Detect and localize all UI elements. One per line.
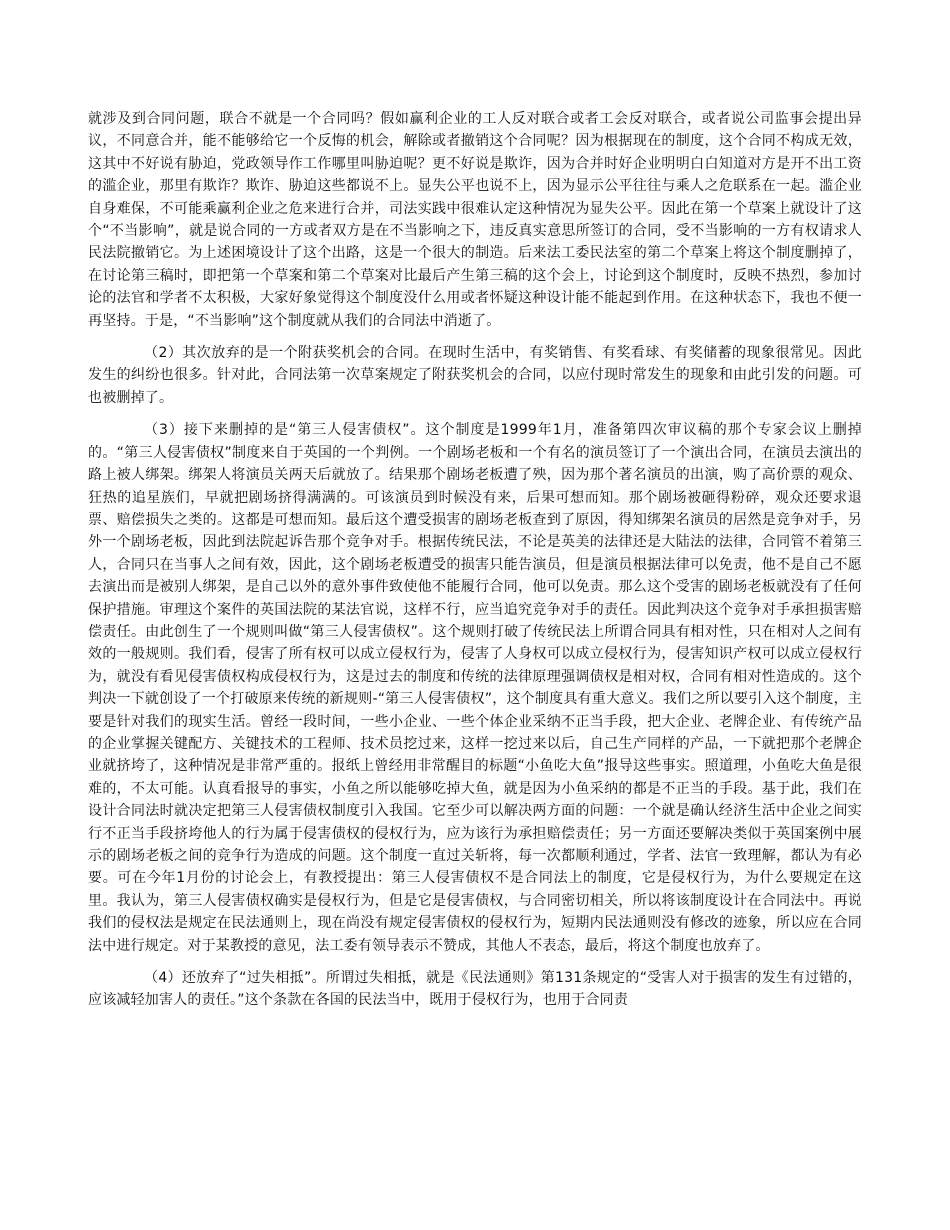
document-page [88,108,862,1022]
paragraph-third-party-infringement: （3）接下来删掉的是“第三人侵害债权”。这个制度是1999年1月，准备第四次审议稿的那个专家会议上删掉的。“第三人侵害债权”制度来自于英国的一个判例。一个剧场老板和一个有名的演员签订了一个演出合同，在演员去演出的路上被人绑架。绑架人将演员关两天后就放了。结果那个剧场老板遭了殃，因为那个著名演员的出演，购了高价票的观众、狂热的追星族们，早就把剧场挤得满满的。可该演员到时候没有来，后果可想而知。那个剧场被砸得粉碎，观众还要求退票、赔偿损失之类的。这都是可想而知。最后这个遭受损害的剧场老板查到了原因，得知绑架名演员的居然是竞争对手，另外一个剧场老板，因此到法院起诉告那个竞争对手。根据传统民法，不论是英美的法律还是大陆法的法律，合同管不着第三人，合同只在当事人之间有效，因此，这个剧场老板遭受的损害只能告演员，但是演员根据法律可以免责，他不是自己不愿去演出而是被别人绑架，是自己以外的意外事件致使他不能履行合同，他可以免责。那么这个受害的剧场老板就没有了任何保护措施。审理这个案件的英国法院的某法官说，这样不行，应当追究竞争对手的责任。因此判决这个竞争对手承担损害赔偿责任。由此创生了一个规则叫做“第三人侵害债权”。这个规则打破了传统民法上所谓合同具有相对性，只在相对人之间有效的一般规则。我们看，侵害了所有权可以成立侵权行为，侵害了人身权可以成立侵权行为，侵害知识产权可以成立侵权行为，就没有看见侵害债权构成侵权行为，这是过去的制度和传统的法律原理强调债权是相对权，合同有相对性造成的。这个判决一下就创设了一个打破原来传统的新规则-“第三人侵害债权”，这个制度具有重大意义。我们之所以要引入这个制度，主要是针对我们的现实生活。曾经一段时间，一些小企业、一些个体企业采纳不正当手段，把大企业、老牌企业、有传统产品的企业掌握关键配方、关键技术的工程师、技术员挖过来，这样一挖过来以后，自己生产同样的产品，一下就把那个老牌企业就挤垮了，这种情况是非常严重的。报纸上曾经用非常醒目的标题“小鱼吃大鱼”报导这些事实。照道理，小鱼吃大鱼是很难的，不太可能。认真看报导的事实，小鱼之所以能够吃掉大鱼，就是因为小鱼采纳的都是不正当的手段。基于此，我们在设计合同法时就决定把第三人侵害债权制度引入我国。它至少可以解决两方面的问题：一个就是确认经济生活中企业之间实行不正当手段挤垮他人的行为属于侵害债权的侵权行为，应为该行为承担赔偿责任；另一方面还要解决类似于英国案例中展示的剧场老板之间的竞争行为造成的问题。这个制度一直过关斩将，每一次都顺利通过，学者、法官一致理解，都认为有必要。可在今年1月份的讨论会上，有教授提出：第三人侵害债权不是合同法上的制度，它是侵权行为，为什么要规定在这里。我认为，第三人侵害债权确实是侵权行为，但是它是侵害债权，与合同密切相关，所以将该制度设计在合同法中。再说我们的侵权法是规定在民法通则上，现在尚没有规定侵害债权的侵权行为，短期内民法通则没有修改的迹象，所以应在合同法中进行规定。对于某教授的意见，法工委有领导表示不赞成，其他人不表态，最后，将这个制度也放弃了。 [88,422,862,954]
paragraph-undue-influence: 就涉及到合同问题，联合不就是一个合同吗？假如赢利企业的工人反对联合或者工会反对联合，或者说公司监事会提出异议，不同意合并，能不能够给它一个反悔的机会，解除或者撤销这个合同呢？因为根据现在的制度，这个合同不构成无效，这其中不好说有胁迫，党政领导作工作哪里叫胁迫呢？更不好说是欺诈，因为合并时好企业明明白白知道对方是开不出工资的滥企业，那里有欺诈？欺诈、胁迫这些都说不上。显失公平也说不上，因为显示公平往往与乘人之危联系在一起。滥企业自身难保，不可能乘赢利企业之危来进行合并，司法实践中很难认定这种情况为显失公平。因此在第一个草案上就设计了这个“不当影响”，就是说合同的一方或者双方是在不当影响之下，违反真实意思所签订的合同，受不当影响的一方有权请求人民法院撤销它。为上述困境设计了这个出路，这是一个很大的制造。后来法工委民法室的第二个草案上将这个制度删掉了，在讨论第三稿时，即把第一个草案和第二个草案对比最后产生第三稿的这个会上，讨论到这个制度时，反映不热烈，参加讨论的法官和学者不太积极，大家好象觉得这个制度没什么用或者怀疑这种设计能不能起到作用。在这种状态下，我也不便一再坚持。于是，“不当影响”这个制度就从我们的合同法中消逝了。 [88,111,862,329]
paragraph-prize-contract: （2）其次放弃的是一个附获奖机会的合同。在现时生活中，有奖销售、有奖看球、有奖储蓄的现象很常见。因此发生的纠纷也很多。针对此，合同法第一次草案规定了附获奖机会的合同，以应付现时常发生的现象和由此引发的问题。可也被删掉了。 [88,345,862,406]
paragraph-comparative-fault: （4）还放弃了“过失相抵”。所谓过失相抵，就是《民法通则》第131条规定的“受害人对于损害的发生有过错的，应该减轻加害人的责任。”这个条款在各国的民法当中，既用于侵权行为，也用于合同责 [88,970,862,1009]
